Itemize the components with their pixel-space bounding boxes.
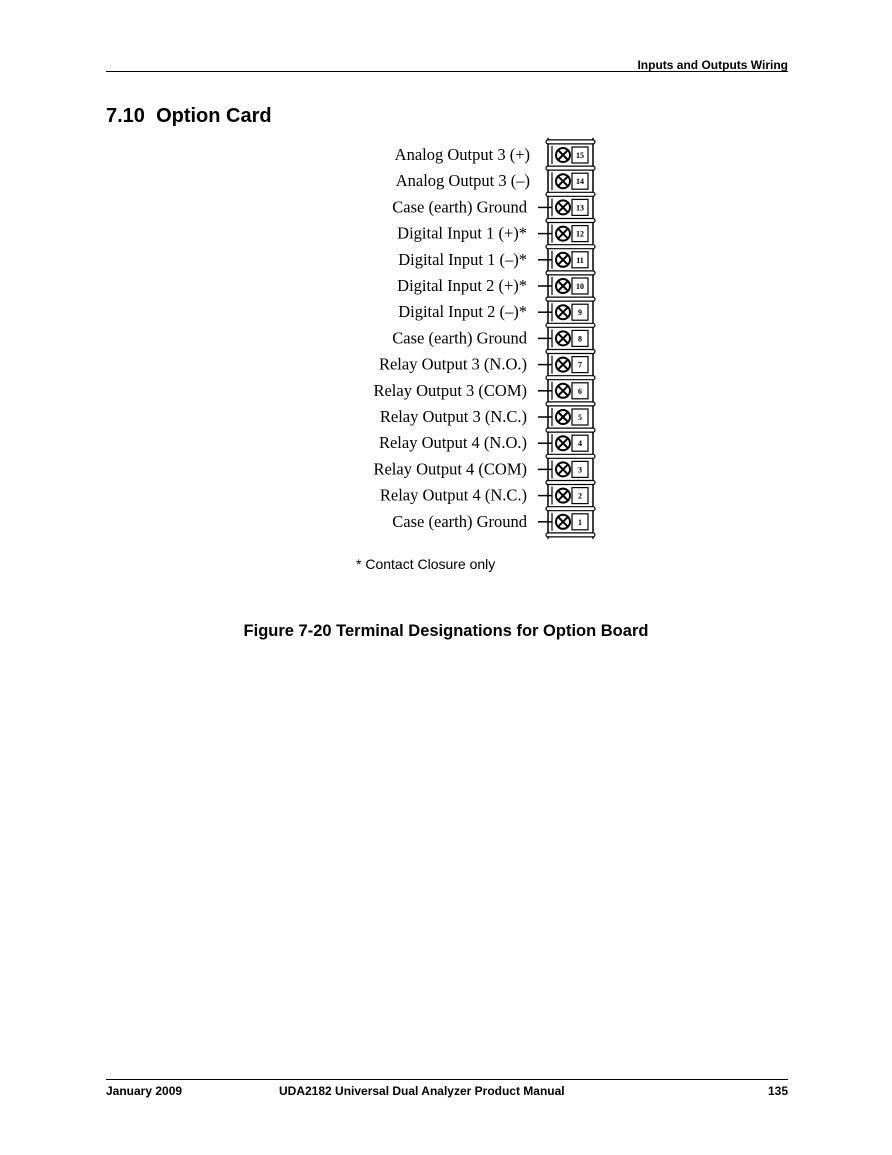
terminal-number: 15 bbox=[576, 151, 584, 160]
terminal-separator bbox=[546, 533, 595, 537]
terminal-label: Digital Input 1 (+)* bbox=[397, 223, 527, 243]
terminal-label: Digital Input 2 (+)* bbox=[397, 276, 527, 295]
terminal-separator bbox=[546, 454, 595, 458]
footer-manual-title: UDA2182 Universal Dual Analyzer Product Manual bbox=[279, 1084, 565, 1098]
terminal-number: 9 bbox=[578, 308, 582, 318]
terminal-separator bbox=[546, 140, 595, 144]
terminal-label: Case (earth) Ground bbox=[392, 328, 527, 348]
terminal-separator bbox=[546, 350, 595, 354]
terminal-number: 13 bbox=[576, 203, 584, 213]
diagram-footnote: * Contact Closure only bbox=[356, 556, 496, 572]
terminal-number: 5 bbox=[578, 413, 582, 422]
terminal-separator bbox=[546, 192, 595, 196]
terminal-separator bbox=[546, 481, 595, 485]
terminal-number: 14 bbox=[576, 177, 584, 187]
terminal-number: 12 bbox=[576, 229, 584, 239]
terminal-separator bbox=[546, 297, 595, 301]
section-number: 7.10 bbox=[106, 105, 145, 127]
terminal-number: 2 bbox=[578, 491, 582, 501]
terminal-separator bbox=[546, 245, 595, 249]
terminal-label: Case (earth) Ground bbox=[392, 197, 527, 217]
terminal-number: 4 bbox=[578, 439, 582, 449]
terminal-separator bbox=[546, 507, 595, 511]
terminal-number: 1 bbox=[578, 517, 582, 527]
figure-caption: Figure 7-20 Terminal Designations for Option Board bbox=[243, 622, 649, 640]
terminal-label: Relay Output 3 (N.O.) bbox=[378, 354, 527, 374]
terminal-number: 7 bbox=[578, 360, 582, 370]
terminal-label: Case (earth) Ground bbox=[392, 511, 527, 531]
terminal-separator bbox=[546, 428, 595, 432]
running-header: Inputs and Outputs Wiring bbox=[637, 58, 788, 72]
terminal-separator bbox=[546, 376, 595, 380]
terminal-number: 11 bbox=[576, 255, 584, 265]
section-title: Option Card bbox=[156, 105, 272, 127]
terminal-number: 8 bbox=[578, 334, 582, 344]
terminal-separator bbox=[546, 166, 595, 170]
terminal-number: 3 bbox=[578, 465, 582, 475]
terminal-separator bbox=[546, 219, 595, 223]
terminal-label: Relay Output 4 (N.C.) bbox=[379, 485, 527, 505]
terminal-label: Relay Output 3 (COM) bbox=[373, 380, 527, 400]
footer-page-number: 135 bbox=[767, 1084, 788, 1098]
terminal-label: Relay Output 4 (N.O.) bbox=[378, 433, 527, 453]
footer-date: January 2009 bbox=[106, 1084, 183, 1098]
terminal-separator bbox=[546, 402, 595, 406]
terminal-number: 10 bbox=[576, 282, 584, 291]
terminal-label: Analog Output 3 (–) bbox=[395, 171, 530, 191]
terminal-number: 6 bbox=[578, 386, 582, 396]
terminal-label: Digital Input 1 (–)* bbox=[398, 249, 527, 269]
terminal-separator bbox=[546, 323, 595, 327]
terminal-label: Digital Input 2 (–)* bbox=[398, 302, 527, 322]
terminal-label: Relay Output 4 (COM) bbox=[373, 459, 527, 479]
terminal-separator bbox=[546, 271, 595, 275]
terminal-label: Relay Output 3 (N.C.) bbox=[379, 407, 527, 426]
terminal-label: Analog Output 3 (+) bbox=[394, 145, 530, 164]
footer-rule bbox=[106, 1079, 788, 1080]
